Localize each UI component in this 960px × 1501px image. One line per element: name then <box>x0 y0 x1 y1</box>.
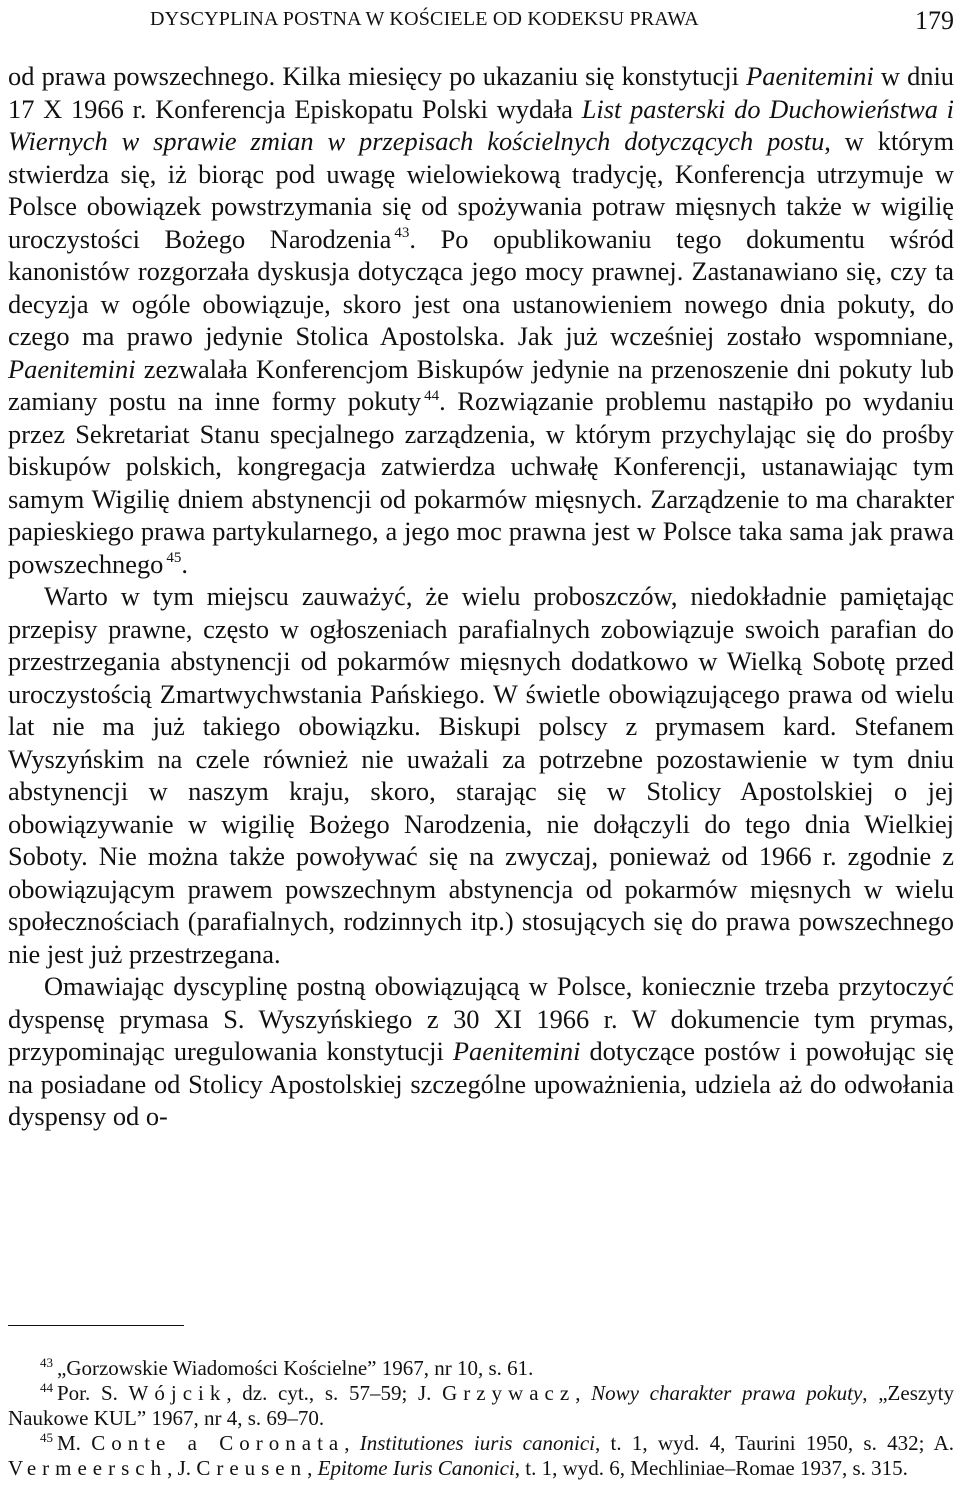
author-name: Vermeersch <box>8 1456 168 1480</box>
author-name: Conte a Coronata <box>91 1431 345 1455</box>
text-run: , t. 1, wyd. 6, Mechliniae–Romae 1937, s. 315. <box>514 1456 908 1480</box>
italic-title: Nowy charakter prawa pokuty <box>591 1381 863 1405</box>
text-run: zezwalała Konferencjom Biskupów jedynie na przenoszenie dni pokuty lub zamiany postu na inne formy pokuty <box>8 353 954 416</box>
paragraph-3 <box>8 970 954 1133</box>
paragraph-2: Warto w tym miejscu zauważyć, że wielu proboszczów, niedokładnie pamiętając przepisy prawne, często w ogłoszeniach parafialnych zobowiązuje swoich parafian do przestrzegania abstynencji od pokarmów mięsnych dodatkowo w Wielką Sobotę przed uroczystością Zmartwychwstania Pańskiego. W świetle obowiązującego prawa od wielu lat nie ma już takiego obowiązku. Biskupi polscy z prymasem kard. Stefanem Wyszyńskim na czele również nie uważali za potrzebne pozostawienie w tym dniu abstynencji w naszym kraju, skoro, starając się w Stolicy Apostolskiej o jej obowiązywanie w wigilię Bożego Narodzenia, nie dołączyli do tego dnia Wielkiej Soboty. Nie można także powoływać się na zwyczaj, ponieważ od 1966 r. zgodnie z obowiązującym prawem powszechnym abstynencja od pokarmów mięsnych w wielu społecznościach (parafialnych, rodzinnych itp.) stosujących się do prawa powszechnego nie jest już przestrzegana. <box>8 581 954 969</box>
footnotes <box>8 1356 954 1481</box>
text-run: . Po opublikowaniu tego dokumentu wśród kanonistów rozgorzała dyskusja dotycząca jego mocy prawnej. Zastanawiano się, czy ta decyzja w ogóle obowiązuje, skoro jest ona ustanowieniem nowego dnia pokuty, do czego ma prawo jedynie Stolica Apostolska. Jak już wcześniej zostało wspomniane, <box>8 223 955 351</box>
page-header <box>8 4 954 38</box>
footnote-ref-45[interactable]: 45 <box>166 550 182 566</box>
body-text <box>8 60 954 1133</box>
text-run: , w którym stwierdza się, iż biorąc pod uwagę wielowiekową tradycję, Konferencja utrzymuje w Polsce obowiązek powstrzymania się od spożywania potraw mięsnych także w wigilię uroczystości Bożego Narodzenia <box>8 126 954 254</box>
paragraph-1 <box>8 60 954 580</box>
text-run: w dniu 17 X 1966 r. Konferencja Episkopatu Polski wydała <box>8 61 954 124</box>
italic-title: Institutiones iuris canonici <box>359 1431 595 1455</box>
text-run: , t. 1, wyd. 4, Taurini 1950, s. 432; A. <box>594 1431 954 1455</box>
footnote-44 <box>8 1381 954 1431</box>
text-run: od prawa powszechnego. Kilka miesięcy po ukazaniu się konstytucji <box>8 61 747 91</box>
italic-title: Epitome Iuris Canonici <box>317 1456 515 1480</box>
author-name: Wójcik <box>128 1381 227 1405</box>
text-run: , <box>307 1456 318 1480</box>
text-run: M. <box>57 1431 92 1455</box>
text-run: . Rozwiązanie problemu nastąpiło po wydaniu przez Sekretariat Stanu specjalnego zarządzenia, w którym przychylając się do prośby biskupów polskich, kongregacja zatwierdza uchwałę Konferencji, ustanawiając tym samym Wigilię dniem abstynencji od pokarmów mięsnych. Zarządzenie to ma charakter papieskiego prawa partykularnego, a jego moc prawna jest w Polsce taka sama jak prawa powszechnego <box>8 386 954 579</box>
text-run: , J. <box>167 1456 197 1480</box>
running-head: DYSCYPLINA POSTNA W KOŚCIELE OD KODEKSU PRAWA <box>150 8 699 30</box>
text-run: . <box>181 548 188 579</box>
italic-title: Paenitemini <box>746 61 874 91</box>
italic-title: List pasterski do Duchowieństwa i Wiernych w sprawie zmian w przepisach kościelnych dotyczących postu <box>8 93 954 156</box>
footnote-number: 43 <box>40 1355 53 1371</box>
footnote-separator <box>8 1325 184 1326</box>
italic-title: Paenitemini <box>452 1036 581 1066</box>
author-name: Grzywacz <box>442 1381 576 1405</box>
page-number: 179 <box>915 6 954 35</box>
text-run: Por. S. <box>57 1381 129 1405</box>
footnote-45 <box>8 1431 954 1481</box>
italic-title: Paenitemini <box>8 353 136 384</box>
footnote-ref-44[interactable]: 44 <box>424 387 440 404</box>
text-run: , <box>344 1431 360 1455</box>
footnote-ref-43[interactable]: 43 <box>394 225 410 241</box>
text-run: , „Zeszyty Naukowe KUL” 1967, nr 4, s. 69–70. <box>8 1381 955 1430</box>
footnote-text: „Gorzowskie Wiadomości Kościelne” 1967, nr 10, s. 61. <box>57 1356 534 1380</box>
text-run: , <box>575 1381 592 1405</box>
text-run: Omawiając dyscyplinę postną obowiązującą w Polsce, koniecznie trzeba przytoczyć dyspensę prymasa S. Wyszyńskiego z 30 XI 1966 r. W dokumencie tym prymas, przypominając uregulowania konstytucji <box>8 971 954 1066</box>
footnote-number: 45 <box>40 1430 53 1446</box>
author-name: Creusen <box>196 1456 308 1480</box>
text-run: , dz. cyt., s. 57–59; J. <box>226 1381 443 1405</box>
text-run: dotyczące postów i powołując się na posiadane od Stolicy Apostolskiej szczególne upoważnienia, udziela aż do odwołania dyspensy od o- <box>8 1036 954 1131</box>
footnote-number: 44 <box>40 1380 53 1396</box>
footnote-43 <box>8 1356 954 1381</box>
book-page <box>8 0 954 1501</box>
